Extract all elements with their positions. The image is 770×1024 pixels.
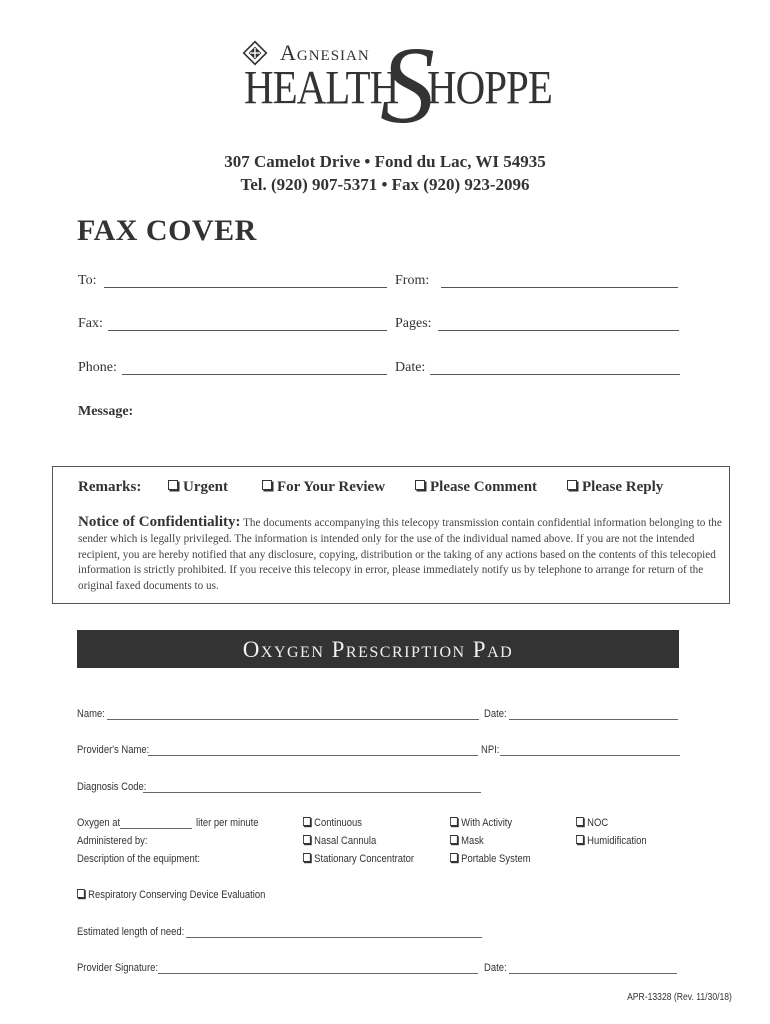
checkbox-icon [262,480,272,490]
provider-name-field[interactable] [148,755,478,756]
contact-line: Tel. (920) 907-5371 • Fax (920) 923-2096 [240,175,530,194]
from-field[interactable] [441,287,678,288]
with-activity-checkbox[interactable] [450,817,512,829]
portable-system-checkbox[interactable] [450,853,531,865]
fax-field[interactable] [108,330,387,331]
confidentiality-notice [78,515,728,595]
form-code: APR-13328 (Rev. 11/30/18) [627,992,732,1003]
logo-health: HEALTH [244,61,399,115]
stationary-concentrator-label: Stationary Concentrator [314,853,415,865]
notice-title: Notice of Confidentiality: [78,514,241,530]
diagnosis-code-field[interactable] [143,792,481,793]
for-your-review-checkbox[interactable] [262,479,385,496]
humidification-checkbox[interactable] [576,835,647,847]
checkbox-icon [567,480,577,490]
phone-label: Phone: [78,360,117,375]
urgent-label: Urgent [183,479,228,495]
to-label: To: [78,273,97,288]
please-comment-checkbox[interactable] [415,479,537,496]
estimated-length-field[interactable] [186,937,482,938]
agnesian-healthshoppe-logo [240,24,552,146]
checkbox-icon [450,835,458,844]
noc-label: NOC [587,817,609,829]
please-reply-checkbox[interactable] [567,479,663,496]
provider-signature-field[interactable] [158,973,478,974]
to-field[interactable] [104,287,387,288]
please-comment-label: Please Comment [430,479,538,495]
rcd-evaluation-checkbox[interactable] [77,889,265,901]
checkbox-icon [168,480,178,490]
oxygen-prescription-banner: Oxygen Prescription Pad [77,630,679,668]
oxygen-at-label: Oxygen at [77,817,121,829]
estimated-length-label: Estimated length of need: [77,926,185,938]
logo-agnesian: Agnesian [280,40,370,65]
npi-label: NPI: [481,744,500,756]
for-your-review-label: For Your Review [277,479,386,495]
portable-system-label: Portable System [461,853,531,865]
from-label: From: [395,273,430,288]
noc-checkbox[interactable] [576,817,608,829]
continuous-label: Continuous [314,817,363,829]
signature-date-field[interactable] [509,973,677,974]
pages-field[interactable] [438,330,679,331]
pages-label: Pages: [395,316,432,331]
page-title: FAX COVER [77,214,257,247]
urgent-checkbox[interactable] [168,479,228,496]
phone-field[interactable] [122,374,387,375]
equipment-description-label: Description of the equipment: [77,853,201,865]
provider-signature-label: Provider Signature: [77,962,158,974]
fax-label: Fax: [78,316,103,331]
date-label: Date: [395,360,426,375]
checkbox-icon [77,889,85,898]
date-field[interactable] [430,374,680,375]
nasal-cannula-label: Nasal Cannula [314,835,377,847]
please-reply-label: Please Reply [582,479,664,495]
checkbox-icon [450,817,458,826]
address-line: 307 Camelot Drive • Fond du Lac, WI 54935 [224,152,546,171]
humidification-label: Humidification [587,835,647,847]
rx-name-label: Name: [77,708,105,720]
oxygen-rate-field[interactable] [120,828,192,829]
mask-checkbox[interactable] [450,835,484,847]
remarks-label: Remarks: [78,479,142,495]
checkbox-icon [576,835,584,844]
logo-hoppe: HOPPE [427,61,552,115]
continuous-checkbox[interactable] [303,817,362,829]
logo-script-s: S [380,24,435,146]
rcd-evaluation-label: Respiratory Conserving Device Evaluation [88,889,266,901]
checkbox-icon [415,480,425,490]
provider-name-label: Provider's Name: [77,744,150,756]
rx-name-field[interactable] [107,719,479,720]
npi-field[interactable] [500,755,680,756]
with-activity-label: With Activity [461,817,513,829]
stationary-concentrator-checkbox[interactable] [303,853,414,865]
nasal-cannula-checkbox[interactable] [303,835,376,847]
message-label: Message: [78,404,134,419]
checkbox-icon [576,817,584,826]
checkbox-icon [303,817,311,826]
rx-date-label: Date: [484,708,507,720]
checkbox-icon [303,853,311,862]
diagnosis-code-label: Diagnosis Code: [77,781,147,793]
notice-body: The documents accompanying this telecopy transmission contain confidential information belonging to the sender which is legally privileged. The information is intended only for the use of the individual named above. If you are not the intended recipient, you are hereby notified that any disclosure, copying, distribution or the taking of any actions based on the contents of this telecopied information is strictly prohibited. If you receive this telecopy in error, please immediately notify us by telephone to arrange for return of the original faxed documents to us. [78,517,722,593]
checkbox-icon [303,835,311,844]
checkbox-icon [450,853,458,862]
rx-date-field[interactable] [509,719,678,720]
administered-by-label: Administered by: [77,835,148,847]
liter-per-minute-label: liter per minute [196,817,259,829]
signature-date-label: Date: [484,962,507,974]
mask-label: Mask [461,835,484,847]
